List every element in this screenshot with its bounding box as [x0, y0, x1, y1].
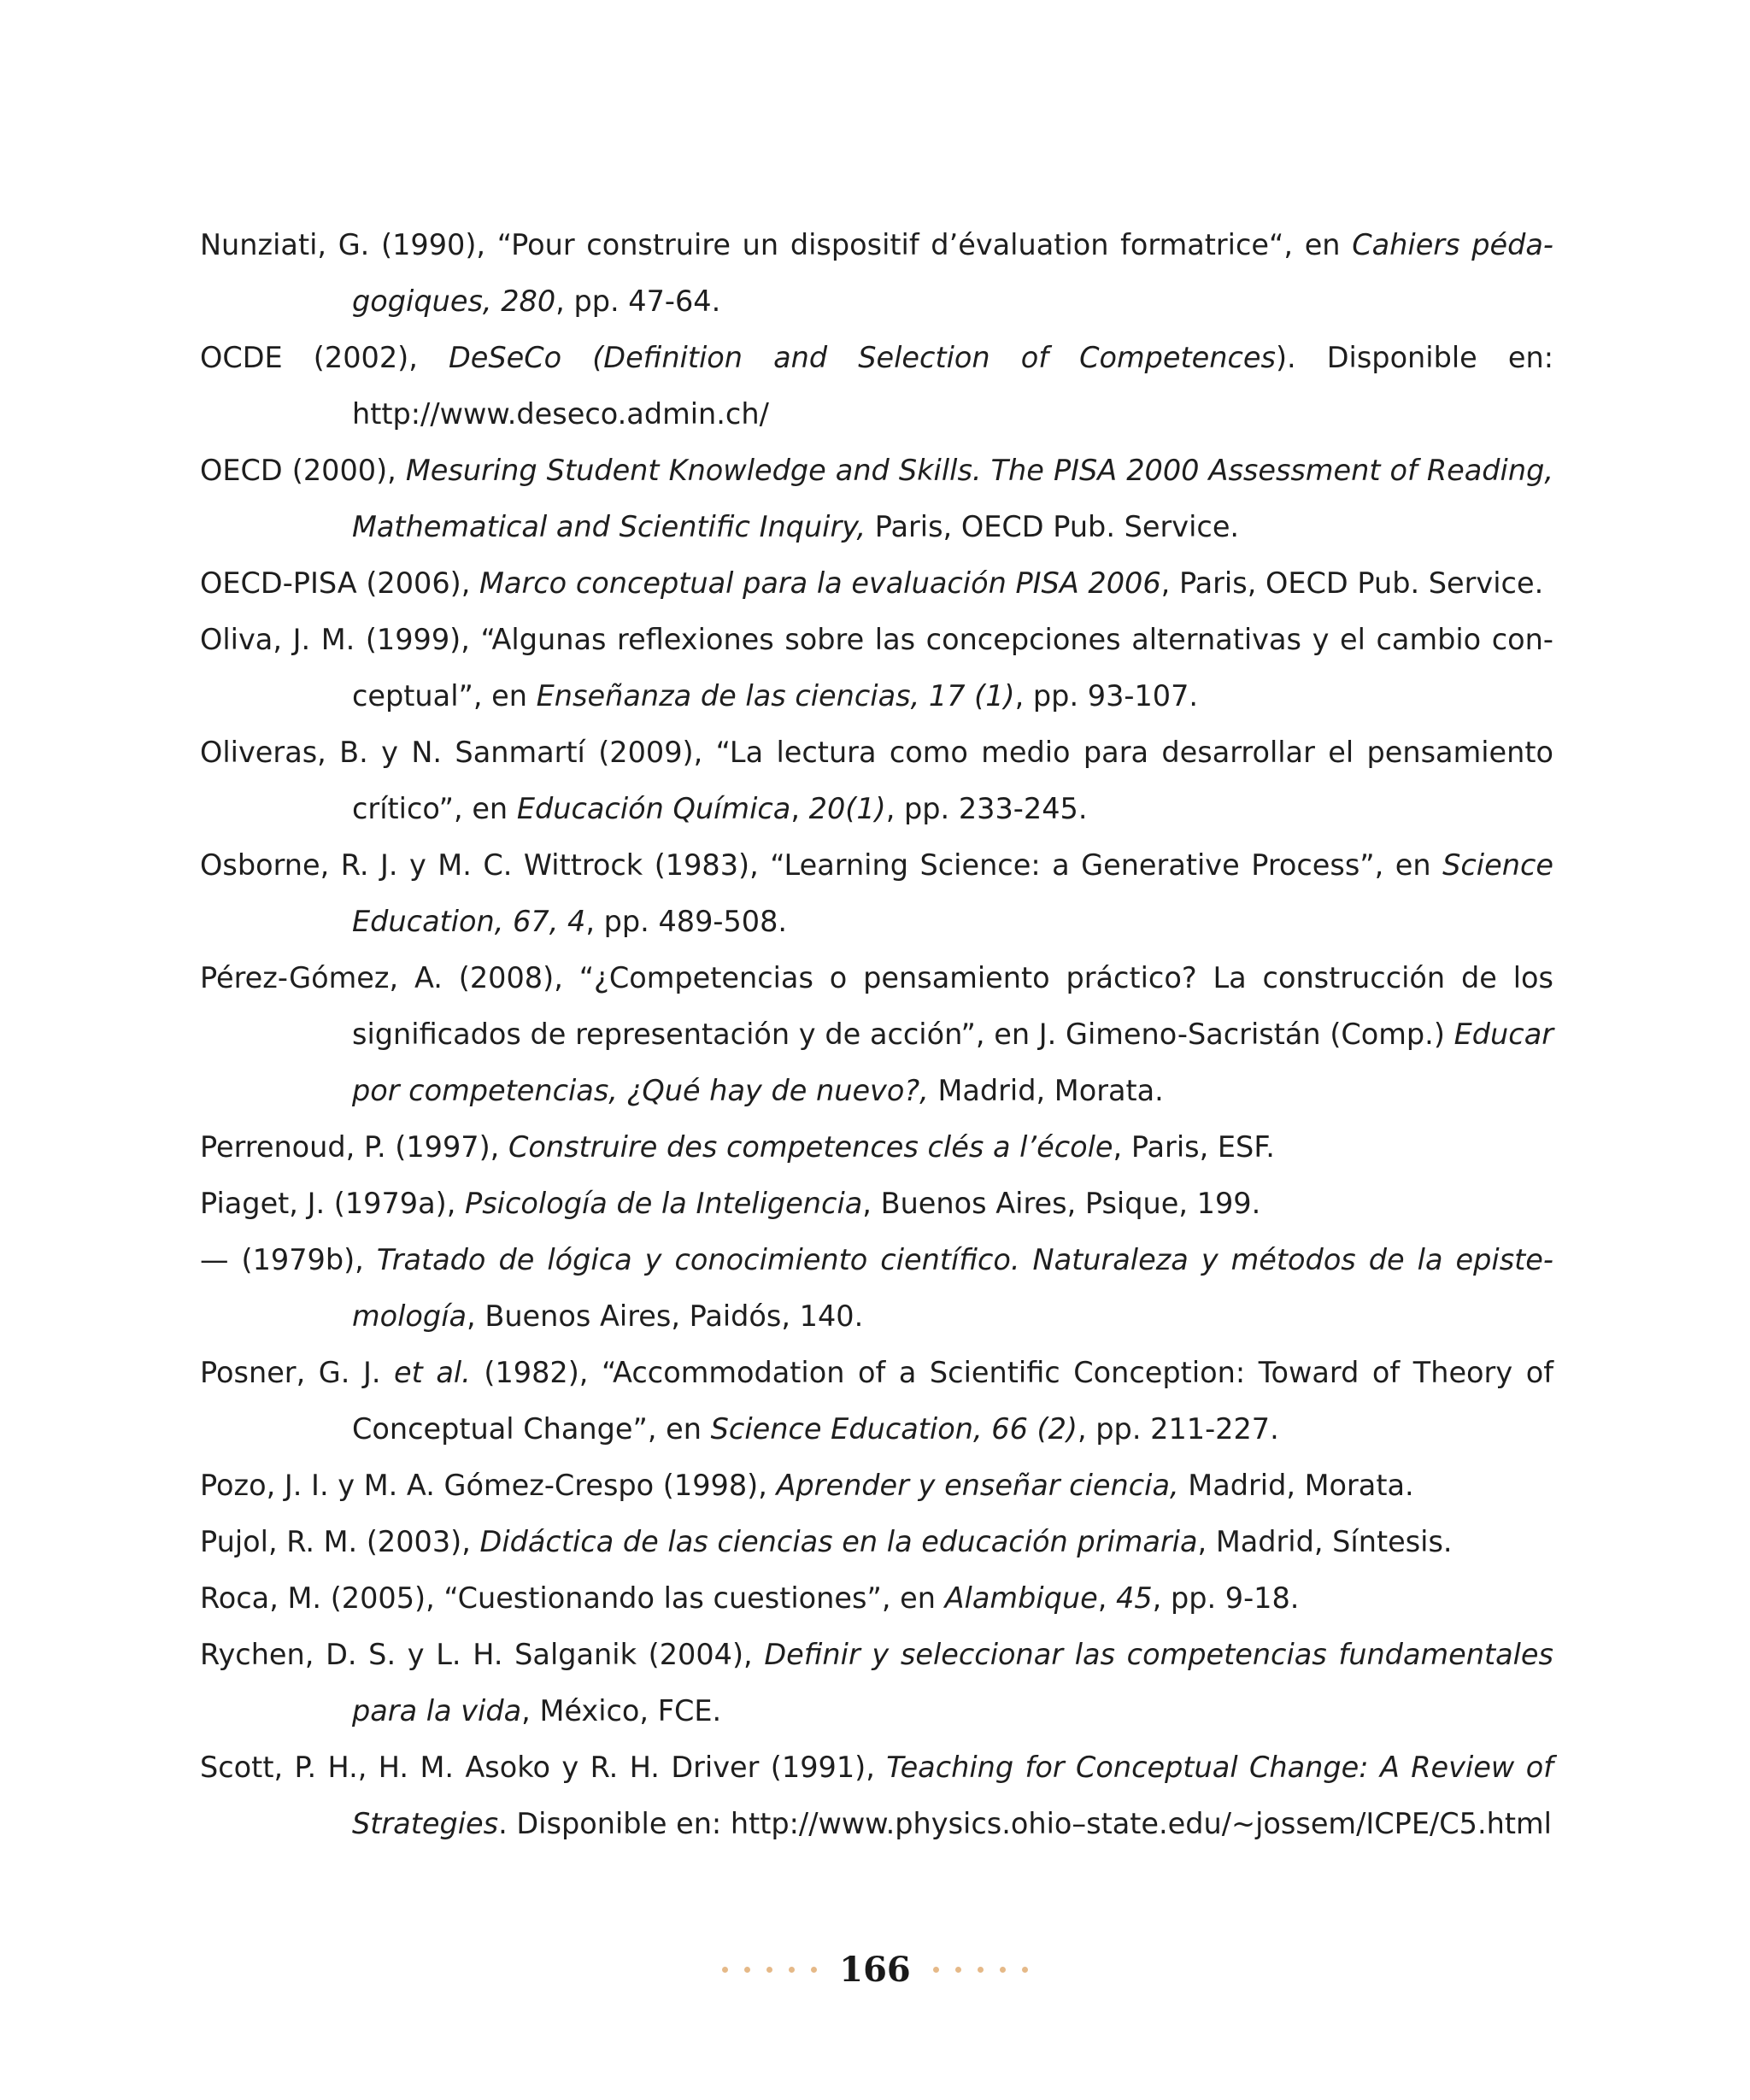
- footer-dots-left: [722, 1967, 817, 1973]
- reference-italic-text: et al.: [394, 1356, 471, 1389]
- reference-italic-text: 20(1): [808, 792, 886, 825]
- reference-text: Piaget, J. (1979a),: [200, 1187, 466, 1220]
- reference-text: Pérez-Gómez, A. (2008), “¿Competencias o pensamiento práctico? La construcción de los significados de representación y de acción”, en J. Gimeno-Sacristán (Comp.): [200, 961, 1553, 1051]
- reference-italic-text: Marco conceptual para la evaluación PISA 2006: [479, 566, 1161, 600]
- reference-text: , pp. 93-107.: [1014, 679, 1199, 713]
- reference-text: ,: [790, 792, 809, 825]
- reference-entry: [200, 1627, 1553, 1739]
- reference-entry: [200, 1739, 1553, 1852]
- reference-entry: [200, 1570, 1553, 1627]
- reference-entry: [200, 1345, 1553, 1458]
- reference-italic-text: Aprender y enseñar ciencia,: [776, 1469, 1179, 1502]
- reference-text: OECD (2000),: [200, 454, 406, 487]
- reference-entry: [200, 1458, 1553, 1514]
- dot-ornament: [933, 1967, 939, 1973]
- dot-ornament: [789, 1967, 795, 1973]
- reference-text: , México, FCE.: [521, 1694, 722, 1728]
- reference-text: Pujol, R. M. (2003),: [200, 1525, 480, 1558]
- reference-text: Osborne, R. J. y M. C. Wittrock (1983), “Learning Science: a Generative Process”, en: [200, 848, 1443, 882]
- reference-entry: [200, 1176, 1553, 1232]
- reference-entry: [200, 443, 1553, 555]
- reference-text: (1982), “Accommodation of a Scientific Conception: Toward of Theory of Conceptual Change”, en: [352, 1356, 1553, 1446]
- reference-entry: [200, 1119, 1553, 1176]
- reference-text: OCDE (2002),: [200, 341, 449, 374]
- reference-text: Scott, P. H., H. M. Asoko y R. H. Driver (1991),: [200, 1751, 887, 1784]
- page-number: 166: [839, 1949, 911, 1990]
- reference-italic-text: Teaching for Conceptual Change: A Review of Strategies: [352, 1751, 1553, 1840]
- reference-text: Paris, OECD Pub. Service.: [866, 510, 1240, 543]
- dot-ornament: [722, 1967, 728, 1973]
- reference-italic-text: Didáctica de las ciencias en la educación primaria: [479, 1525, 1198, 1558]
- reference-italic-text: DeSeCo (Definition and Selection of Competences: [448, 341, 1276, 374]
- reference-text: , pp. 9-18.: [1152, 1581, 1300, 1615]
- reference-text: , pp. 47-64.: [555, 284, 721, 318]
- reference-entry: [200, 1232, 1553, 1345]
- reference-text: Pozo, J. I. y M. A. Gómez-Crespo (1998),: [200, 1469, 777, 1502]
- reference-text: , Buenos Aires, Paidós, 140.: [467, 1299, 864, 1333]
- reference-text: , Buenos Aires, Psique, 199.: [862, 1187, 1261, 1220]
- reference-list: [200, 217, 1553, 1852]
- reference-text: — (1979b),: [200, 1243, 377, 1276]
- dot-ornament: [978, 1967, 984, 1973]
- reference-text: , pp. 211-227.: [1078, 1412, 1279, 1446]
- reference-text: , pp. 489-508.: [585, 905, 788, 938]
- reference-text: Perrenoud, P. (1997),: [200, 1130, 508, 1164]
- reference-text: ). Disponible en: http://www.deseco.admin.ch/: [352, 341, 1553, 431]
- reference-text: Roca, M. (2005), “Cuestionando las cuestiones”, en: [200, 1581, 945, 1615]
- reference-text: , Madrid, Síntesis.: [1197, 1525, 1453, 1558]
- reference-text: , pp. 233-245.: [885, 792, 1088, 825]
- reference-text: ,: [1097, 1581, 1117, 1615]
- reference-italic-text: Educación Química: [516, 792, 791, 825]
- reference-entry: [200, 555, 1553, 612]
- reference-text: . Disponible en: http://www.physics.ohio–state.edu/~jossem/ICPE/C5.html: [498, 1807, 1552, 1840]
- dot-ornament: [955, 1967, 961, 1973]
- reference-italic-text: Science Education, 67, 4: [352, 848, 1553, 938]
- reference-text: Posner, G. J.: [200, 1356, 395, 1389]
- dot-ornament: [1000, 1967, 1006, 1973]
- reference-italic-text: Mesuring Student Knowledge and Skills. The PISA 2000 Assessment of Reading, Mathematical and Scientific Inquiry,: [352, 454, 1554, 543]
- reference-text: Madrid, Morata.: [928, 1074, 1164, 1107]
- reference-text: Madrid, Morata.: [1178, 1469, 1414, 1502]
- reference-text: Rychen, D. S. y L. H. Salganik (2004),: [200, 1638, 765, 1671]
- reference-entry: [200, 724, 1553, 837]
- dot-ornament: [811, 1967, 817, 1973]
- page-footer: [0, 1944, 1750, 1995]
- reference-text: , Paris, ESF.: [1113, 1130, 1275, 1164]
- dot-ornament: [766, 1967, 772, 1973]
- reference-italic-text: Tratado de lógica y conocimiento científico. Naturaleza y métodos de la epistemología: [352, 1243, 1553, 1333]
- reference-italic-text: Educar por competencias, ¿Qué hay de nuevo?,: [352, 1018, 1553, 1107]
- reference-italic-text: Alambique: [944, 1581, 1098, 1615]
- reference-text: OECD-PISA (2006),: [200, 566, 480, 600]
- reference-text: Oliva, J. M. (1999), “Algunas reflexiones sobre las concepciones alternativas y el cambio conceptual”, en: [200, 623, 1553, 713]
- reference-italic-text: Construire des competences clés a l’école: [508, 1130, 1113, 1164]
- reference-entry: [200, 330, 1553, 443]
- dot-ornament: [744, 1967, 750, 1973]
- reference-italic-text: Psicología de la Inteligencia: [465, 1187, 863, 1220]
- dot-ornament: [1022, 1967, 1028, 1973]
- reference-italic-text: Cahiers pédagogiques, 280: [352, 228, 1553, 318]
- reference-entry: [200, 950, 1553, 1119]
- reference-entry: [200, 612, 1553, 724]
- reference-italic-text: Definir y seleccionar las competencias fundamentales para la vida: [352, 1638, 1553, 1728]
- reference-entry: [200, 1514, 1553, 1570]
- reference-text: Nunziati, G. (1990), “Pour construire un dispositif d’évaluation formatrice“, en: [200, 228, 1353, 261]
- footer-dots-right: [933, 1967, 1028, 1973]
- reference-italic-text: 45: [1116, 1581, 1153, 1615]
- reference-text: , Paris, OECD Pub. Service.: [1160, 566, 1544, 600]
- reference-text: Oliveras, B. y N. Sanmartí (2009), “La lectura como medio para desarrollar el pensamiento crítico”, en: [200, 736, 1553, 825]
- reference-entry: [200, 217, 1553, 330]
- reference-italic-text: Enseñanza de las ciencias, 17 (1): [536, 679, 1015, 713]
- reference-entry: [200, 837, 1553, 950]
- reference-italic-text: Science Education, 66 (2): [710, 1412, 1078, 1446]
